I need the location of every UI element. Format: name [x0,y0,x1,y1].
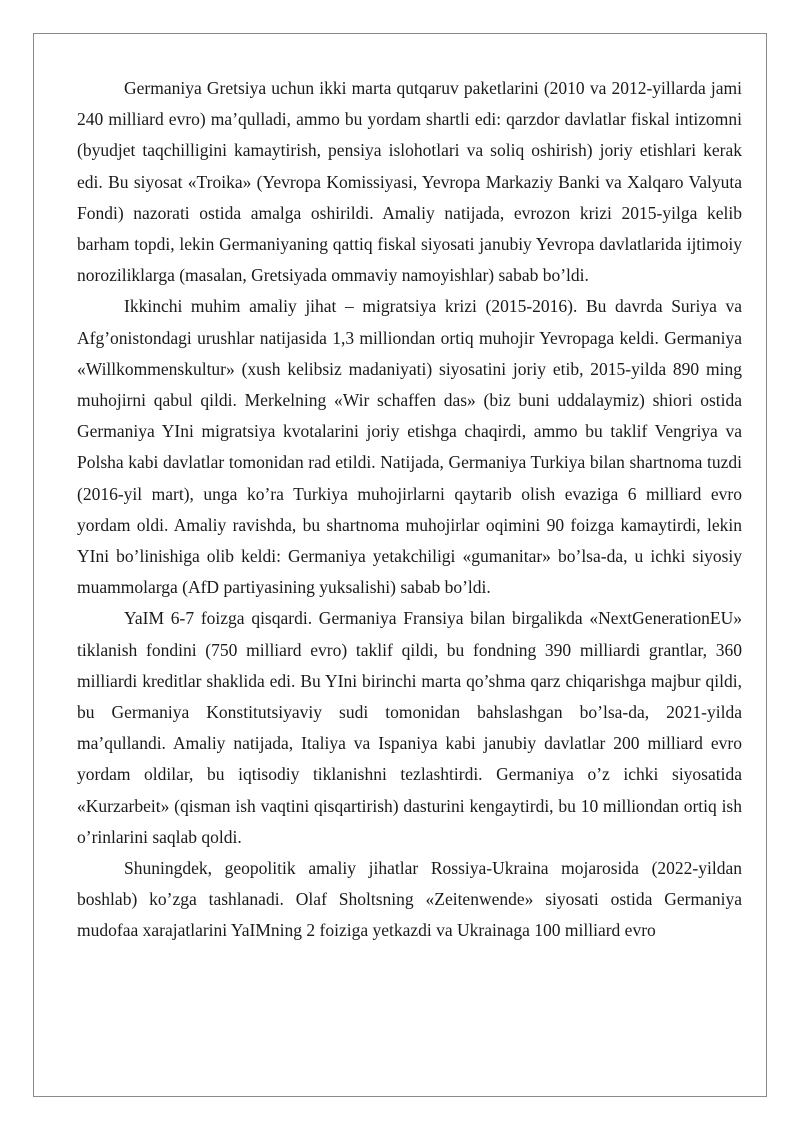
paragraph-4: Shuningdek, geopolitik amaliy jihatlar Rossiya-Ukraina mojarosida (2022-yildan boshlab) ko’zga tashlanadi. Olaf Sholtsning «Zeitenwende» siyosati ostida Germaniya mudofaa xarajatlarini YaIMning 2 foiziga yetkazdi va Ukrainaga 100 milliard evro [77,858,742,941]
document-body [77,73,742,947]
paragraph-3: YaIM 6-7 foizga qisqardi. Germaniya Fransiya bilan birgalikda «NextGenerationEU» tiklanish fondini (750 milliard evro) taklif qildi, bu fondning 390 milliardi grantlar, 360 milliardi kreditlar shaklida edi. Bu YIni birinchi marta qo’shma qarz chiqarishga majbur qildi, bu Germaniya Konstitutsiyaviy sudi tomonidan bahslashgan bo’lsa-da, 2021-yilda ma’qullandi. Amaliy natijada, Italiya va Ispaniya kabi janubiy davlatlar 200 milliard evro yordam oldilar, bu iqtisodiy tiklanishni tezlashtirdi. Germaniya o’z ichki siyosatida «Kurzarbeit» (qisman ish vaqtini qisqartirish) dasturini kengaytirdi, bu 10 milliondan ortiq ish o’rinlarini saqlab qoldi. [77,608,742,847]
paragraph-1: Germaniya Gretsiya uchun ikki marta qutqaruv paketlarini (2010 va 2012-yillarda jami 240 milliard evro) ma’qulladi, ammo bu yordam shartli edi: qarzdor davlatlar fiskal intizomni (byudjet taqchilligini kamaytirish, pensiya islohotlari va soliq oshirish) joriy etishlari kerak edi. Bu siyosat «Troika» (Yevropa Komissiyasi, Yevropa Markaziy Banki va Xalqaro Valyuta Fondi) nazorati ostida amalga oshirildi. Amaliy natijada, evrozon krizi 2015-yilga kelib barham topdi, lekin Germaniyaning qattiq fiskal siyosati janubiy Yevropa davlatlarida ijtimoiy noroziliklarga (masalan, Gretsiyada ommaviy namoyishlar) sabab bo’ldi. [77,78,742,286]
paragraph-2: Ikkinchi muhim amaliy jihat – migratsiya krizi (2015-2016). Bu davrda Suriya va Afg’onistondagi urushlar natijasida 1,3 milliondan ortiq muhojir Yevropaga keldi. Germaniya «Willkommenskultur» (xush kelibsiz madaniyati) siyosatini joriy etib, 2015-yilda 890 ming muhojirni qabul qildi. Merkelning «Wir schaffen das» (biz buni uddalaymiz) shiori ostida Germaniya YIni migratsiya kvotalarini joriy etishga chaqirdi, ammo bu taklif Vengriya va Polsha kabi davlatlar tomonidan rad etildi. Natijada, Germaniya Turkiya bilan shartnoma tuzdi (2016-yil mart), unga ko’ra Turkiya muhojirlarni qaytarib olish evaziga 6 milliard evro yordam oldi. Amaliy ravishda, bu shartnoma muhojirlar oqimini 90 foizga kamaytirdi, lekin YIni bo’linishiga olib keldi: Germaniya yetakchiligi «gumanitar» bo’lsa-da, u ichki siyosiy muammolarga (AfD partiyasining yuksalishi) sabab bo’ldi. [77,296,742,598]
